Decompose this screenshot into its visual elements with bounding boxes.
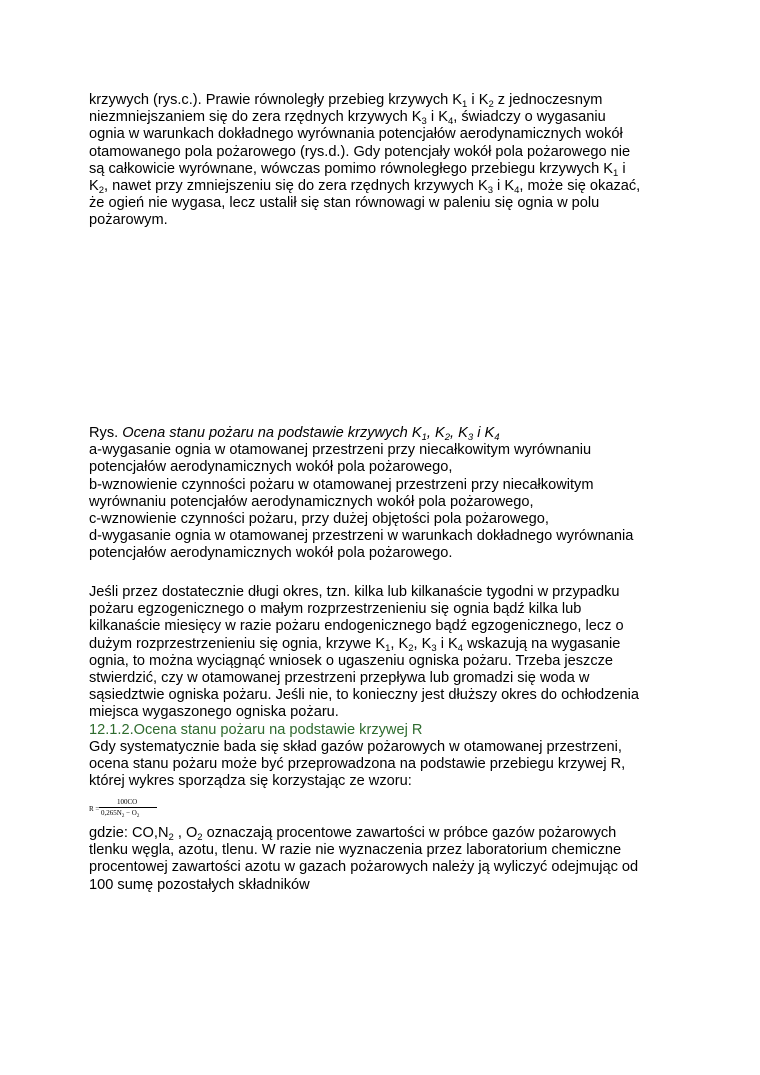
text-line: 100 sumę pozostałych składników [89, 876, 310, 893]
formula-r [89, 796, 169, 822]
caption-line: a-wygasanie ognia w otamowanej przestrzeni przy niecałkowitym wyrównaniu [89, 442, 592, 459]
text-line: kilkanaście miesięcy w razie pożaru endogenicznego bądź egzogenicznego, lecz o [89, 618, 624, 635]
caption-line: wyrównaniu potencjałów aerodynamicznych wokół pola pożarowego, [89, 493, 534, 510]
text-line: ognia w warunkach dokładnego wyrównania potencjałów aerodynamicznych wokół [89, 126, 623, 143]
text-line: procentowej zawartości azotu w gazach pożarowych należy ją wyliczyć odejmując od [89, 859, 639, 876]
caption-line: c-wznowienie czynności pożaru, przy dużej objętości pola pożarowego, [89, 511, 549, 528]
text-line: sąsiedztwie ogniska pożaru. Jeśli nie, to konieczny jest dłuższy okres do ochłodzenia [89, 687, 639, 704]
text-line: gdzie: $CO,N_2$ , $O_2$ oznaczają procentowe zawartości w próbce gazów pożarowych [89, 825, 617, 843]
caption-line: b-wznowienie czynności pożaru w otamowanej przestrzeni przy niecałkowitym [89, 476, 594, 493]
text-line: Gdy systematycznie bada się skład gazów pożarowych w otamowanej przestrzeni, [89, 738, 622, 755]
figure-caption [89, 425, 689, 563]
text-line: że ogień nie wygasa, lecz ustalił się stan równowagi w paleniu się ognia w polu [89, 195, 600, 212]
caption-line: potencjałów aerodynamicznych wokół pola pożarowego. [89, 545, 453, 562]
paragraph-extinction [89, 584, 689, 790]
text-line: pożarowym. [89, 212, 168, 229]
paragraph-legend [89, 825, 689, 894]
text-line: krzywych (rys.c.). Prawie równoległy przebieg krzywych $K_1$ i $K_2$ z jednoczesnym [89, 92, 603, 110]
text-line: dużym rozprzestrzenieniu się ognia, krzywe $K_1$, $K_2$, $K_3$ i $K_4$ wskazują na wygasanie [89, 635, 621, 654]
text-line: miejsca wygaszonego ogniska pożaru. [89, 704, 339, 721]
section-heading: 12.1.2.Ocena stanu pożaru na podstawie krzywej R [89, 721, 423, 738]
text-line: Jeśli przez dostatecznie długi okres, tzn. kilka lub kilkanaście tygodni w przypadku [89, 584, 620, 600]
paragraph-curves-description [89, 92, 689, 230]
caption-line: d-wygasanie ognia w otamowanej przestrzeni w warunkach dokładnego wyrównania [89, 528, 634, 545]
text-line: niezmniejszaniem się do zera rzędnych krzywych $K_3$ i $K_4$, świadczy o wygasaniu [89, 109, 606, 128]
text-line: której wykres sporządza się korzystając ze wzoru: [89, 773, 412, 790]
text-line: otamowanego pola pożarowego (rys.d.). Gdy potencjały wokół pola pożarowego nie [89, 143, 631, 160]
text-line: tlenku węgla, azotu, tlenu. W razie nie wyznaczenia przez laboratorium chemiczne [89, 842, 622, 859]
text-line: ognia, to można wyciągnąć wniosek o ugaszeniu ogniska pożaru. Trzeba jeszcze [89, 652, 614, 669]
formula-numerator: 100CO [117, 798, 138, 806]
caption-title: Rys. Ocena stanu pożaru na podstawie krzywych $K_1$, $K_2$, $K_3$ i $K_4$ [89, 425, 500, 443]
caption-line: potencjałów aerodynamicznych wokół pola pożarowego, [89, 459, 453, 476]
text-line: ocena stanu pożaru może być przeprowadzona na podstawie przebiegu krzywej R, [89, 756, 626, 773]
text-line: pożaru egzogenicznego o małym rozprzestrzenieniu się ognia bądź kilka lub [89, 601, 582, 618]
formula-lhs: R = [89, 805, 100, 813]
text-line: $K_2$, nawet przy zmniejszeniu się do zera rzędnych krzywych $K_3$ i $K_4$, może się okazać, [89, 178, 641, 197]
formula-denominator: $0,265N_2 - O_2$ [101, 809, 140, 819]
text-line: stwierdzić, czy w otamowanej przestrzeni przepływa lub gromadzi się woda w [89, 670, 590, 687]
text-line: są całkowicie wyrównane, wówczas pomimo równoległego przebiegu krzywych $K_1$ i [89, 160, 626, 179]
fraction-bar [99, 807, 157, 808]
